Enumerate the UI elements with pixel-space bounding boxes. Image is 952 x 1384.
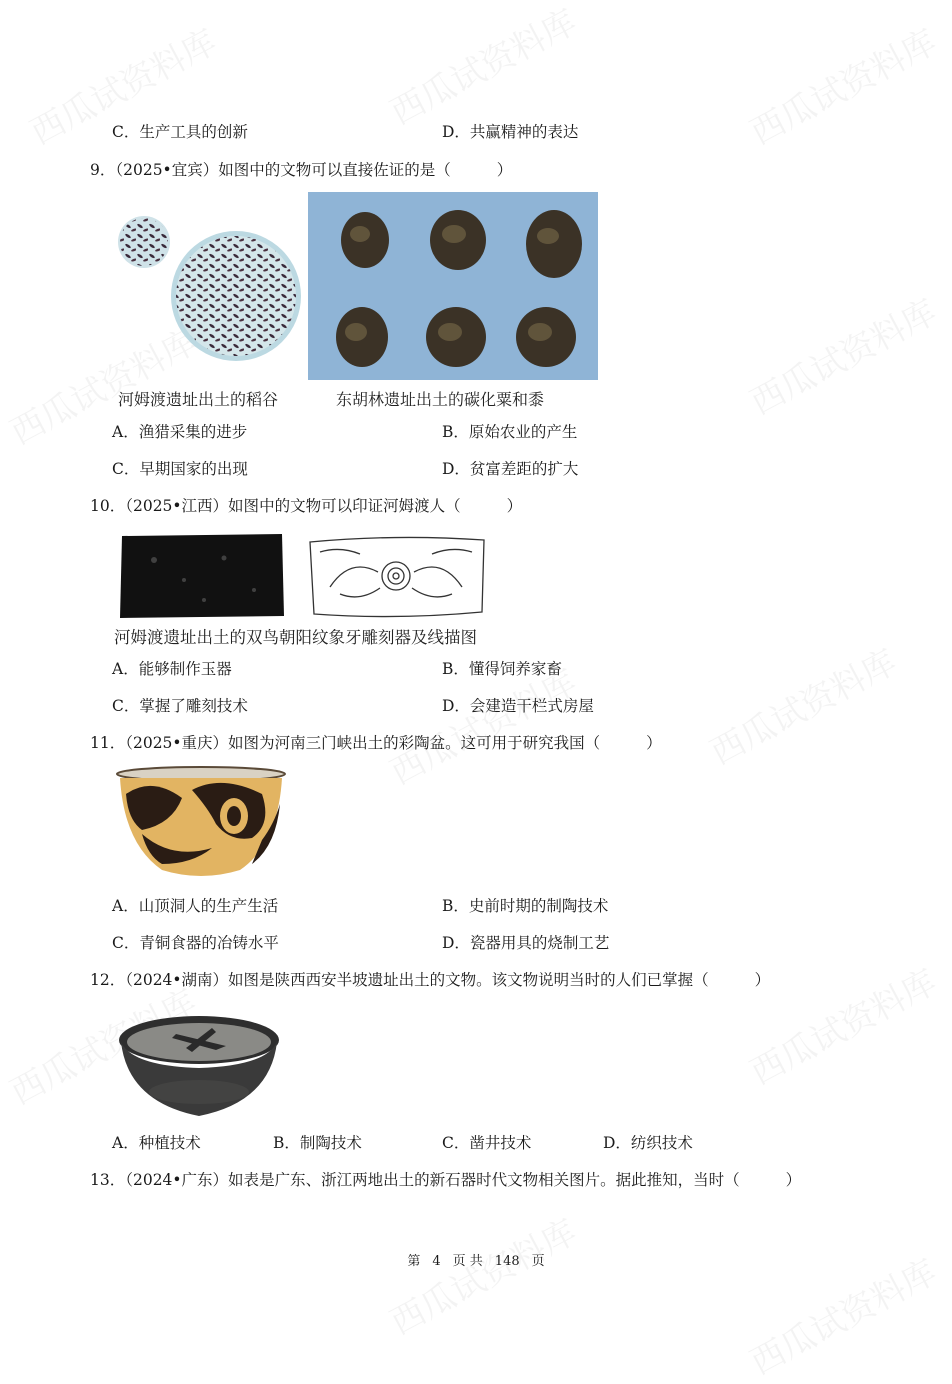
watermark (740, 15, 943, 154)
q9-option-d: D．贫富差距的扩大 (442, 460, 579, 478)
q10-option-d: D．会建造干栏式房屋 (442, 697, 594, 715)
q9-caption-left: 河姆渡遗址出土的稻谷 (118, 390, 279, 409)
watermark (740, 285, 943, 424)
q8-option-c: C．生产工具的创新 (112, 123, 248, 141)
watermark (700, 635, 903, 774)
q10-caption: 河姆渡遗址出土的双鸟朝阳纹象牙雕刻器及线描图 (114, 628, 477, 647)
q9-rice-figure (112, 192, 308, 382)
watermark (380, 0, 583, 134)
q10-option-c: C．掌握了雕刻技术 (112, 697, 248, 715)
q11-painted-pottery-basin (112, 764, 290, 882)
q10-option-b: B．懂得饲养家畜 (442, 660, 562, 678)
q11-option-b: B．史前时期的制陶技术 (442, 897, 609, 915)
q9-option-b: B．原始农业的产生 (442, 423, 578, 441)
q9-option-c: C．早期国家的出现 (112, 460, 248, 478)
q10-stem: 10．（2025•江西）如图中的文物可以印证河姆渡人（ ） (90, 497, 523, 515)
q11-option-c: C．青铜食器的冶铸水平 (112, 934, 279, 952)
q8-option-d: D．共赢精神的表达 (442, 123, 579, 141)
q11-option-a: A．山顶洞人的生产生活 (112, 897, 279, 915)
page-total: 148 (494, 1254, 520, 1269)
q12-option-b: B．制陶技术 (273, 1134, 362, 1152)
q12-option-c: C．凿井技术 (442, 1134, 532, 1152)
watermark (380, 1205, 583, 1344)
q10-option-a: A．能够制作玉器 (112, 660, 232, 678)
q10-line-drawing (300, 532, 492, 622)
q11-option-d: D．瓷器用具的烧制工艺 (442, 934, 610, 952)
q9-option-a: A．渔猎采集的进步 (112, 423, 248, 441)
page-footer: 第 4 页 共 148 页 (407, 1254, 545, 1269)
q12-option-d: D．纺织技术 (603, 1134, 693, 1152)
q13-stem: 13．（2024•广东）如表是广东、浙江两地出土的新石器时代文物相关图片。据此推知，当时（ ） (90, 1171, 802, 1189)
q9-caption-right: 东胡林遗址出土的碳化粟和黍 (336, 390, 545, 409)
q12-stem: 12．（2024•湖南）如图是陕西西安半坡遗址出土的文物。该文物说明当时的人们已掌握（ ） (90, 971, 771, 989)
q10-ivory-photo (114, 530, 286, 620)
page-number: 4 (432, 1254, 441, 1269)
q12-option-a: A．种植技术 (112, 1134, 201, 1152)
watermark (740, 955, 943, 1094)
q12-pottery-bowl (116, 1010, 282, 1122)
q9-stem: 9．（2025•宜宾）如图中的文物可以直接佐证的是（ ） (90, 161, 513, 179)
q11-stem: 11．（2025•重庆）如图为河南三门峡出土的彩陶盆。这可用于研究我国（ ） (90, 734, 662, 752)
q9-millet-figure (308, 192, 598, 380)
